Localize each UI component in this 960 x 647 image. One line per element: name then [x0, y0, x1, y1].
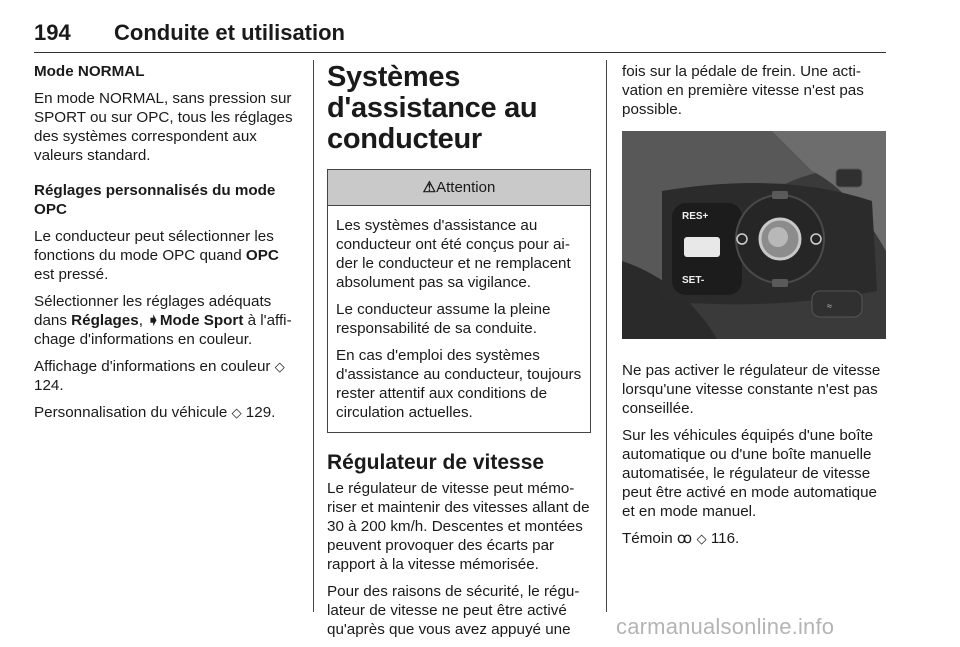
section-title: Systèmes d'assistance au conducteur	[327, 61, 538, 155]
text-temoin-ref	[622, 529, 886, 548]
text-select-sep: ,	[138, 312, 148, 329]
text-do-not-activate: Ne pas activer le régulateur de vitesse lorsqu'une vitesse constante n'est pas conseillée.	[622, 362, 881, 417]
text-opc-a: Le conducteur peut sélectionner les fonctions du mode OPC quand	[34, 228, 274, 264]
continued-text: fois sur la pédale de frein. Une activation en première vitesse n'est pas possible.	[622, 63, 864, 118]
text-perso-page: 129.	[241, 404, 276, 421]
text-perso: Personnalisation du véhicule	[34, 404, 232, 421]
column-divider	[606, 60, 607, 612]
svg-text:≈: ≈	[827, 301, 832, 311]
text-select-mode-sport: Mode Sport	[159, 312, 244, 329]
warning-icon: ⚠	[422, 179, 437, 196]
column-divider	[313, 60, 314, 612]
attention-header	[328, 170, 590, 206]
attention-body	[328, 206, 590, 432]
column-left	[34, 62, 298, 430]
attention-label: Attention	[436, 179, 496, 196]
regulator-text-1: Le régulateur de vitesse peut mémoriser et maintenir des vitesses allant de 30 à 200 km/h. Descentes et montées peuvent provoquer des écarts par rapport à la vitesse mémorisée.	[327, 480, 590, 573]
attention-text-1: Les systèmes d'assistance au conducteur ont été conçus pour aider le conducteur et ne remplacent absolument pas sa vigilance.	[336, 217, 571, 291]
heading-mode-normal: Mode NORMAL	[34, 63, 145, 80]
text-display: Affichage d'informations en couleur	[34, 358, 275, 375]
column-right	[622, 62, 886, 556]
text-temoin-page: 116.	[706, 530, 740, 547]
res-button-label: RES+	[682, 211, 709, 222]
text-opc-bold: OPC	[245, 247, 279, 264]
text-display-page: 124.	[34, 377, 64, 394]
page-ref-icon: ◇	[231, 405, 242, 420]
text-select	[34, 292, 298, 349]
page-number: 194	[34, 20, 71, 45]
heading-opc-settings: Réglages personnalisés du mode OPC	[34, 182, 276, 218]
text-select-a: Sélectionner les réglages adéquats dans	[34, 293, 272, 329]
arrow-icon: ➧	[147, 312, 160, 329]
cruise-control-icon: ꝏ	[676, 530, 693, 547]
page-header	[34, 14, 886, 53]
page-ref-icon: ◇	[696, 531, 707, 546]
regulator-title: Régulateur de vitesse	[327, 451, 545, 474]
attention-text-2: Le conducteur assume la pleine responsabilité de sa conduite.	[336, 301, 551, 337]
page-title: Conduite et utilisation	[114, 20, 345, 45]
text-opc	[34, 227, 298, 284]
watermark: carmanualsonline.info	[616, 614, 835, 639]
attention-text-3: En cas d'emploi des systèmes d'assistance au conducteur, toujours rester attentif aux conditions de circulation actuelles.	[336, 347, 582, 421]
column-middle	[327, 62, 591, 647]
text-opc-b: est pressé.	[34, 266, 109, 283]
regulator-text-2: Pour des raisons de sécurité, le régulateur de vitesse ne peut être activé qu'après que vous avez appuyé une	[327, 583, 580, 638]
text-temoin: Témoin	[622, 530, 677, 547]
set-button-label: SET-	[682, 275, 705, 286]
text-select-b: à l'affichage d'informations en couleur.	[34, 312, 292, 348]
text-select-reglages: Réglages	[71, 312, 139, 329]
page-ref-icon: ◇	[274, 359, 285, 374]
text-automatic-gearbox: Sur les véhicules équipés d'une boîte automatique ou d'une boîte manuelle automatisée, le régulateur de vitesse peut être activé en mode automatique et en mode manuel.	[622, 427, 877, 520]
text-mode-normal: En mode NORMAL, sans pression sur SPORT ou sur OPC, tous les réglages des systèmes correspondent aux valeurs standard.	[34, 90, 293, 164]
steering-wheel-controls-photo	[622, 131, 886, 339]
text-display-ref	[34, 357, 298, 395]
text-perso-ref	[34, 403, 298, 422]
attention-box	[327, 169, 591, 433]
